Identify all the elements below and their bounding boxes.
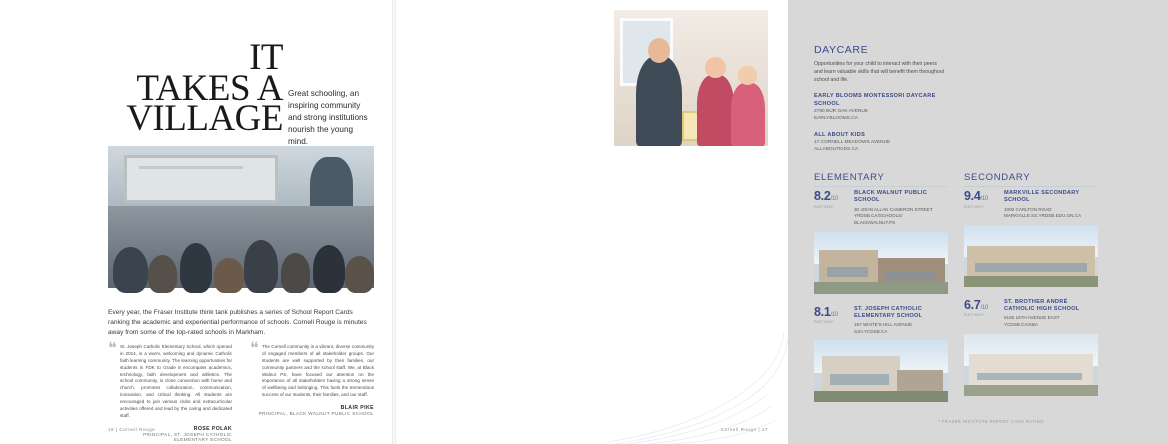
headline-line-1: IT [249,37,283,79]
secondary-column [964,190,1098,408]
school-photo [814,232,948,294]
daycare-section [814,44,946,154]
quote-mark-icon: ❝ [250,340,259,357]
caregiver-figure [636,56,682,146]
school-address: 6160 16TH AVENUE EAST YCDSB.CA/SBA [1004,315,1060,328]
child-figure [697,75,734,146]
school-listings [814,190,1168,408]
rating-denominator: /10 [980,196,988,202]
decorative-swirl-icon [608,324,788,444]
students-silhouettes [108,208,374,288]
quote-text: St. Joseph Catholic Elementary School, which opened in 2014, is a warm, welcoming and dynamic Catholic faith learning community. The learning opportunities for students in FDK to Grade 8 encompass academics, technology, faith development and athletics. The school community, in close connection with home and church, promotes collaboration, communication, innovation, and critical thinking. All students are encouraged to join various clubs and extracurricular activities offered and lead by the caring and dedicated staff. [120,344,232,418]
rating-denominator: /10 [830,311,838,318]
elementary-column [814,190,948,408]
rating-value: 8.2 [814,189,831,203]
intro-body-copy: Every year, the Fraser Institute think tank publishes a series of School Report Cards ranking the academic and experiential performance of schools. Cornell Rouge is minutes away from some of the top-rated schools in Markham. [108,309,367,337]
quote-block [250,340,374,442]
school-name: ST. JOSEPH CATHOLIC ELEMENTARY SCHOOL [854,305,923,319]
school-card [964,299,1098,396]
rating-label: RATING* [814,203,835,209]
school-column-headings [814,172,1168,187]
listing-address: 17 CORNELL MEADOWS AVENUE ALLABOUTKIDS.CA [814,140,891,153]
quote-attribution [250,405,374,416]
school-card [814,190,948,294]
quote-author-role: PRINCIPAL, ST. JOSEPH CATHOLIC ELEMENTARY SCHOOL [143,431,232,442]
rating-label: RATING* [814,319,835,324]
footnote: * FRASER INSTITUTE REPORT CARD RATING [938,419,1044,424]
school-address: 1000 CARLTON ROAD MARKVILLE.SS.YRDSB.EDU.ON.CA [1004,206,1082,219]
daycare-listing [814,93,946,122]
rating-value: 8.1 [814,304,831,319]
right-page [394,0,1082,444]
quote-author-role: PRINCIPAL, BLACK WALNUT PUBLIC SCHOOL [258,411,374,417]
school-photo [964,225,1098,287]
status-badge [814,306,848,325]
column-heading-elementary: ELEMENTARY [814,172,948,187]
rating-value: 9.4 [964,189,981,203]
rating-denominator: /10 [980,304,988,311]
school-address: 30 JOHN ALLAN CAMERON STREET YRDSB.CA/SCHOOLS/ BLACKWALNUT.PS [854,206,933,225]
page-title [108,37,283,140]
folio-right: Cornell Rouge | 17 [720,427,768,432]
school-card [814,306,948,403]
left-page [0,0,394,444]
rating-label: RATING* [964,203,985,209]
status-badge [814,190,848,209]
quote-author-name: BLAIR PIKE [340,405,374,412]
daycare-description: Opportunities for your child to interact with their peers and learn valuable skills that will benefit them throughout school and life. [814,61,945,83]
column-heading-secondary: SECONDARY [964,172,1098,187]
listing-name: ALL ABOUT KIDS [814,131,866,138]
school-name: ST. BROTHER ANDRÉ CATHOLIC HIGH SCHOOL [1004,298,1080,313]
folio-left: 16 | Cornell Rouge [108,427,156,432]
quote-author-name: ROSE POLAK [193,425,232,432]
school-photo [964,334,1098,396]
daycare-heading: DAYCARE [814,44,869,56]
rating-label: RATING* [964,312,985,318]
status-badge [964,190,998,209]
quote-mark-icon: ❝ [108,340,117,357]
listing-name: EARLY BLOOMS MONTESSORI DAYCARE SCHOOL [814,93,936,107]
daycare-listing [814,132,946,154]
lede-paragraph: Great schooling, an inspiring community and strong institutions nourish the young mind. [288,89,368,146]
rating-denominator: /10 [830,196,838,202]
classroom-photo [108,146,374,288]
headline-line-2: TAKES A [136,67,283,109]
school-card [964,190,1098,287]
school-name: MARKVILLE SECONDARY SCHOOL [1004,190,1080,204]
daycare-photo [614,10,768,146]
school-photo [814,340,948,402]
school-address: 187 WHITE'S HILL AVENUE SJH.YCDSB.CA [854,322,913,334]
child-figure [731,83,765,146]
quote-text: The Cornell community is a vibrant, diverse community of engaged members of all stakeholder groups. Our students are well supported by their families, our community partners and the school staff. We, at Black Walnut PS, have focused our attention on the importance of all stakeholders having a strong sense of wellbeing and belonging. This fuels the tremendous success of our students, their families, and our staff. [262,344,374,398]
whiteboard-shape [124,155,278,203]
status-badge [964,299,998,318]
rating-value: 6.7 [964,297,981,312]
headline-line-3: VILLAGE [126,98,283,140]
listing-address: 2780 BUR OAK AVENUE EARLYBLOOMS.CA [814,108,869,121]
school-name: BLACK WALNUT PUBLIC SCHOOL [854,190,928,204]
